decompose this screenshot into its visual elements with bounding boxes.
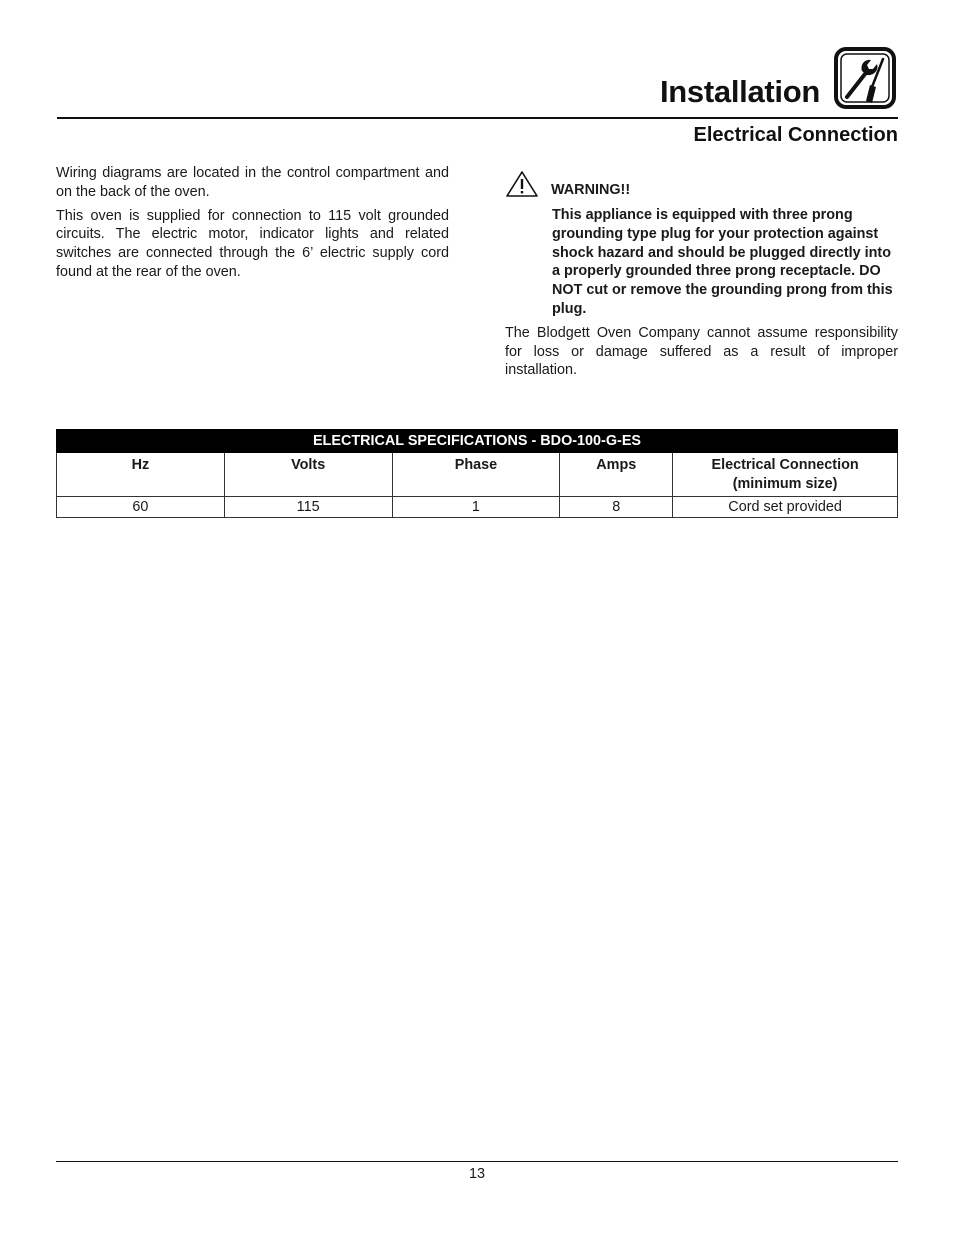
footer-rule xyxy=(56,1161,898,1162)
paragraph: This oven is supplied for connection to 115 volt grounded circuits. The electric motor, indicator lights and related switches are connected through the 6’ electric supply cord found at the rear of the oven. xyxy=(56,207,449,280)
wrench-screwdriver-icon xyxy=(834,47,896,109)
table-cell: 8 xyxy=(560,496,673,517)
paragraph: Wiring diagrams are located in the control compartment and on the back of the oven. xyxy=(56,165,449,200)
column-header: Phase xyxy=(392,453,560,497)
table-cell: 115 xyxy=(224,496,392,517)
table-row xyxy=(57,496,898,517)
column-header xyxy=(673,453,898,497)
right-column xyxy=(505,170,898,380)
section-title: Electrical Connection xyxy=(693,124,898,146)
table-header-row xyxy=(57,453,898,497)
left-column xyxy=(56,164,449,287)
warning-title: WARNING!! xyxy=(551,182,631,198)
column-header-line: Electrical Connection xyxy=(711,457,859,473)
column-header: Hz xyxy=(57,453,225,497)
page-number: 13 xyxy=(468,1166,485,1182)
table-caption: ELECTRICAL SPECIFICATIONS - BDO-100-G-ES xyxy=(57,430,898,453)
table-cell: 60 xyxy=(57,496,225,517)
electrical-specs-table xyxy=(56,429,898,518)
page-title: Installation xyxy=(659,74,820,109)
table-cell: 1 xyxy=(392,496,560,517)
header-rule xyxy=(57,117,898,119)
disclaimer-text: The Blodgett Oven Company cannot assume responsibility for loss or damage suffered as a result of improper installation. xyxy=(505,324,898,379)
column-header: Volts xyxy=(224,453,392,497)
warning-header xyxy=(505,170,898,206)
column-header: Amps xyxy=(560,453,673,497)
column-header-line: (minimum size) xyxy=(732,475,838,492)
warning-text: This appliance is equipped with three prong grounding type plug for your protection against shock hazard and should be plugged directly into a properly grounded three prong receptacle. DO NOT cut or remove the grounding prong from this plug. xyxy=(552,207,893,317)
table-cell: Cord set provided xyxy=(673,496,898,517)
warning-triangle-icon xyxy=(505,170,539,198)
